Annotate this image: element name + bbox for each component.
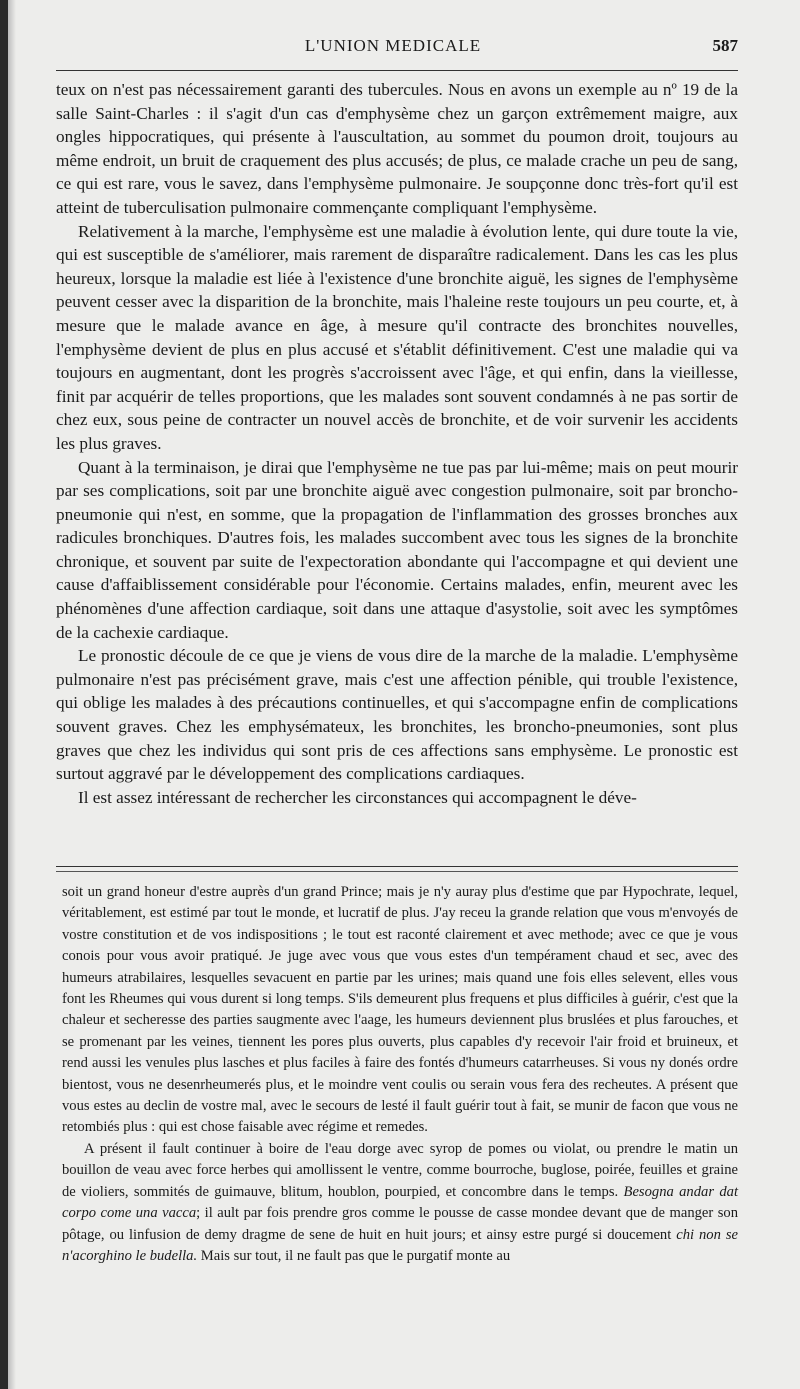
footnote-separator [56,866,738,872]
page-number: 587 [712,36,738,55]
paragraph: Il est assez intéressant de rechercher les circonstances qui accompagnent le déve- [78,787,637,807]
footnote-paragraph: soit un grand honeur d'estre auprès d'un grand Prince; mais je n'y auray plus d'estime que par Hypochrate, lequel, véritablement, est estimé par tout le monde, et lucratif de plus. J'ay receu la grande relation que vous m'envoyés de vostre constitution et de vos indispositions ; le tout est raconté clairement et avec methode; avec ce que je vous conois pour vous avoir pratiqué. Je juge avec vous que vous estes d'un tempérament chaud et sec, avec des humeurs atrabilaires, lesquelles sevacuent en partie par les urines; mais quand une fois elles selevent, elles vous font les Rheumes qui vous durent si long temps. S'ils demeurent plus frequens et plus difficiles à guérir, c'est que la chaleur et secheresse des parties saugmente avec l'aage, les humeurs deviennent plus bruslées et plus farouches, et se promenant par les veines, tiennent les pores plus ouverts, plus capables d'y recevoir l'air froid et bruineux, et rend aussi les venules plus lasches et plus faciles à faire des fontés d'humeurs catarrheuses. Si vous ny donés ordre bientost, vous ne desenrheumerés plus, et le moindre vent coulis ou serain vous fera des recheutes. A présent que vous estes au declin de vostre mal, avec le secours de lesté il fault guérir tout à fait, se munir de facon que vous ne retombiés plus : qui est chose faisable avec régime et remedes. [62,884,738,1136]
paragraph: teux on n'est pas nécessairement garanti des tubercules. Nous en avons un exemple au nº 19 de la salle Saint-Charles : il s'agit d'un cas d'emphysème chez un garçon extrêmement maigre, aux ongles hippocratiques, qui présente à l'auscultation, au sommet du poumon droit, toujours au même endroit, un bruit de craquement des plus accusés; de plus, ce malade crache un peu de sang, ce qui est rare, vous le savez, dans l'emphysème pulmonaire. Je soupçonne donc très-fort qu'il est atteint de tuberculisation pulmonaire commençante compliquant l'emphysème. [56,80,738,217]
running-title: L'UNION MEDICALE [304,36,482,55]
main-text [56,78,738,809]
italic-quote: Besogna andar dat corpo come una vacca [62,1183,738,1222]
paragraph: Quant à la terminaison, je dirai que l'emphysème ne tue pas par lui-même; mais on peut mourir par ses complications, soit par une bronchite aiguë avec congestion pulmonaire, soit par broncho-pneumonie qui n'est, en somme, que la propagation de l'inflammation des grosses bronches aux radicules bronchiques. D'autres fois, les malades succombent avec tous les signes de la bronchite chronique, et souvent par suite de l'expectoration abondante qui l'accompagne et qui devient une cause d'affaiblissement considérable pour l'économie. Certains malades, enfin, meurent avec les phénomènes d'une affection cardiaque, soit dans une attaque d'asystolie, soit avec les symptômes de la cachexie cardiaque. [56,457,738,642]
footnote-text: Mais sur tout, il ne fault pas que le purgatif monte au [200,1247,511,1264]
paragraph: Le pronostic découle de ce que je viens de vous dire de la marche de la maladie. L'emphysème pulmonaire n'est pas précisément grave, mais c'est une affection pénible, qui trouble l'existence, qui oblige les malades à des précautions continuelles, et qui s'accompagne enfin de complications souvent graves. Chez les emphysémateux, les bronchites, les broncho-pneumonies, sont plus graves que chez les individus qui sont pris de ces affections sans emphysème. Le pronostic est surtout aggravé par le développement des complications cardiaques. [56,646,738,784]
footnote-paragraph [62,1139,738,1267]
footnote-text: A présent il fault continuer à boire de l'eau dorge avec syrop de pomes ou violat, ou prendre le matin un bouillon de veau avec force herbes qui amollissent le ventre, comme bourroche, buglose, poirée, feuilles et graine de violiers, sommités de guimauve, blitum, houblon, pourpied, et concombre dans le temps. [62,1140,738,1200]
page-edge-shadow [8,0,16,1389]
page-header [48,34,738,62]
paragraph: Relativement à la marche, l'emphysème est une maladie à évolution lente, qui dure toute la vie, qui est susceptible de s'améliorer, mais rarement de disparaître radicalement. Dans les cas les plus heureux, lorsque la maladie est liée à l'existence d'une bronchite aiguë, les signes de l'emphysème peuvent cesser avec la disparition de la bronchite, mais l'haleine reste toujours un peu courte, et, à mesure que le malade avance en âge, à mesure qu'il contracte des bronchites nouvelles, l'emphysème devient de plus en plus accusé et s'établit définitivement. C'est une maladie qui va toujours en augmentant, dont les progrès s'accroissent avec l'âge, et qui enfin, dans la vieillesse, finit par acquérir de telles proportions, que les malades sont souvent condamnés à ne pas sortir de chez eux, sous peine de contracter un nouvel accès de bronchite, et de voir survenir les accidents les plus graves. [56,221,738,453]
italic-quote: chi non se n'acorghino le budella. [62,1226,738,1264]
header-rule [56,70,738,71]
footnote [62,882,738,1267]
footnote-text: ; il ault par fois prendre gros comme le pousse de casse mondee devant que de manger son pôtage, ou linfusion de demy dragme de sene de huit en huit jours; et ainsy estre purgé si doucement [62,1205,738,1243]
